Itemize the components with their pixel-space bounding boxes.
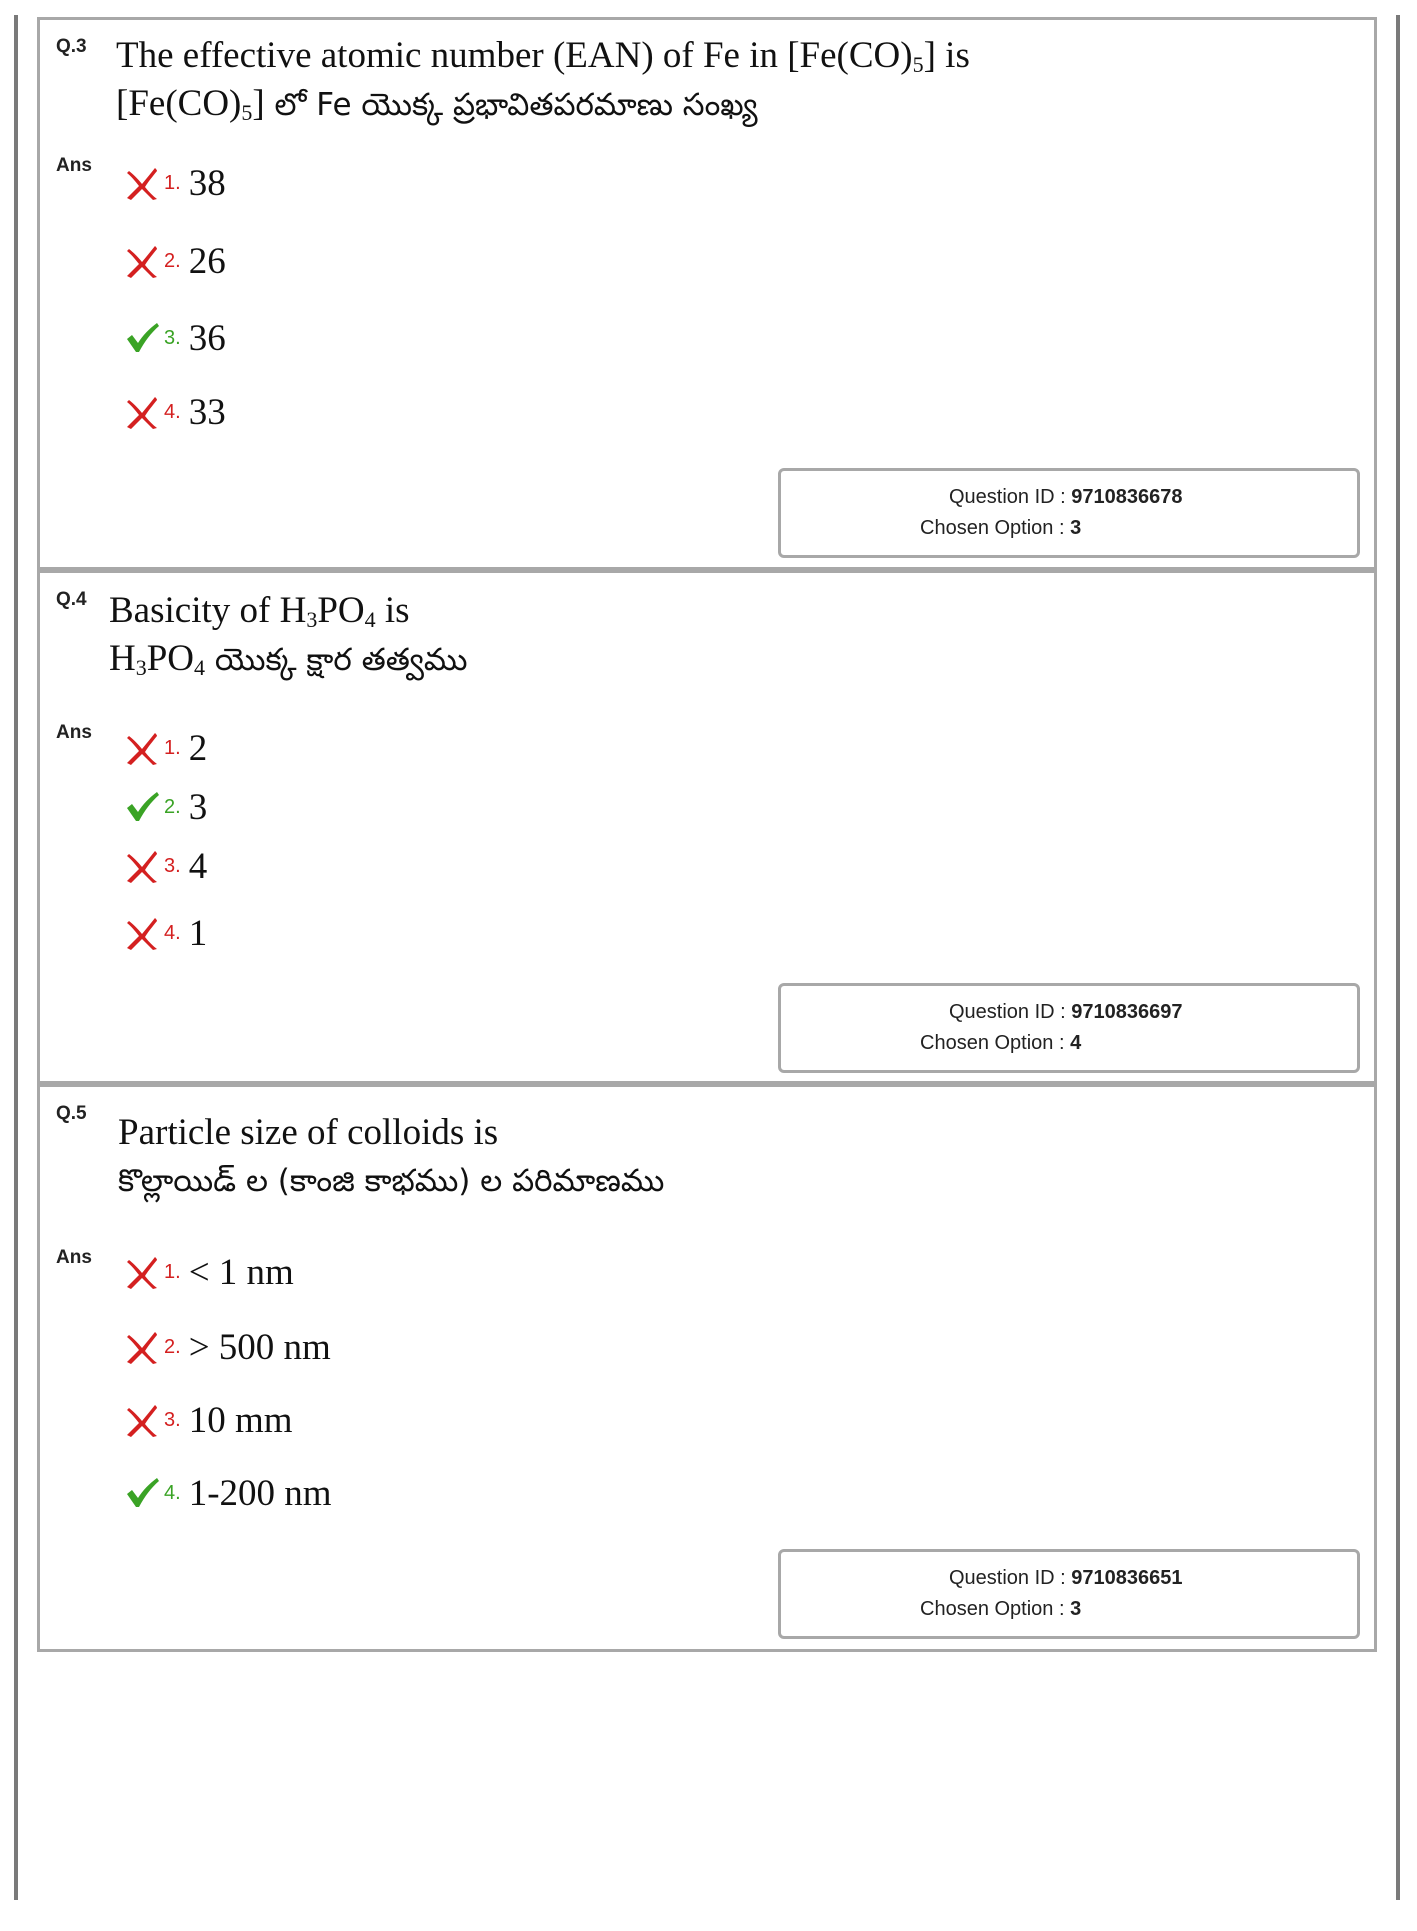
question-text	[116, 32, 970, 129]
cross-icon	[124, 1329, 160, 1365]
option-number: 4.	[164, 1481, 181, 1504]
cross-icon	[124, 1254, 160, 1290]
option-text: 38	[188, 162, 226, 204]
ans-label: Ans	[56, 155, 92, 176]
question-number: Q.5	[56, 1103, 87, 1124]
option-number: 2.	[164, 1335, 181, 1358]
question-text	[109, 587, 467, 684]
page-left-rule	[14, 15, 18, 1900]
cross-icon	[124, 243, 160, 279]
option-text: 26	[188, 240, 226, 282]
option-4	[124, 1471, 332, 1515]
question-block-q5	[37, 1084, 1377, 1652]
question-number: Q.4	[56, 589, 87, 610]
check-icon	[124, 320, 160, 356]
cross-icon	[124, 915, 160, 951]
check-icon	[124, 1475, 160, 1511]
option-number: 2.	[164, 249, 181, 272]
ans-label: Ans	[56, 722, 92, 743]
option-4	[124, 911, 207, 955]
option-number: 1.	[164, 1260, 181, 1283]
question-id: Question ID : 9710836697	[949, 1001, 1183, 1023]
option-text: 33	[188, 391, 226, 433]
option-text: > 500 nm	[188, 1326, 331, 1368]
question-text-te: $H_3PO_4$ యొక్క క్షార తత్వము	[109, 638, 468, 680]
chosen-option: Chosen Option : 4	[920, 1032, 1082, 1054]
option-text: 3	[188, 786, 208, 828]
option-number: 4.	[164, 400, 181, 423]
option-3	[124, 316, 226, 360]
question-text	[118, 1109, 664, 1205]
option-text: 2	[188, 727, 208, 769]
question-text-en: Particle size of colloids is	[118, 1112, 499, 1153]
ans-label: Ans	[56, 1247, 92, 1268]
question-id: Question ID : 9710836678	[949, 486, 1183, 508]
option-number: 4.	[164, 921, 181, 944]
option-number: 1.	[164, 736, 181, 759]
question-block-q3	[37, 17, 1377, 570]
option-1	[124, 161, 226, 205]
question-number: Q.3	[56, 36, 87, 57]
question-text-te: కొల్లాయిడ్ ల (కాంజి కాభము) ల పరిమాణము	[118, 1163, 665, 1199]
question-text-te: $[Fe(CO)_5]$ లో Fe యొక్క ప్రభావితపరమాణు సంఖ్య	[116, 83, 758, 125]
cross-icon	[124, 1402, 160, 1438]
question-text-en: Basicity of $H_3PO_4$ is	[109, 590, 410, 632]
option-number: 2.	[164, 795, 181, 818]
question-info-box	[778, 468, 1360, 558]
option-text: 1	[188, 912, 208, 954]
question-block-q4	[37, 570, 1377, 1084]
cross-icon	[124, 730, 160, 766]
chosen-option: Chosen Option : 3	[920, 517, 1082, 539]
option-number: 3.	[164, 854, 181, 877]
question-info-box	[778, 983, 1360, 1073]
question-id: Question ID : 9710836651	[949, 1567, 1183, 1589]
question-info-box	[778, 1549, 1360, 1639]
option-2	[124, 785, 207, 829]
option-text: 4	[188, 845, 208, 887]
cross-icon	[124, 848, 160, 884]
option-number: 1.	[164, 171, 181, 194]
option-1	[124, 726, 207, 770]
option-text: 10 mm	[188, 1399, 293, 1441]
option-text: 1-200 nm	[188, 1472, 332, 1514]
cross-icon	[124, 394, 160, 430]
check-icon	[124, 789, 160, 825]
chosen-option: Chosen Option : 3	[920, 1598, 1082, 1620]
option-4	[124, 390, 226, 434]
option-2	[124, 239, 226, 283]
option-text: 36	[188, 317, 226, 359]
option-number: 3.	[164, 326, 181, 349]
option-3	[124, 844, 207, 888]
option-text: < 1 nm	[188, 1251, 294, 1293]
option-number: 3.	[164, 1408, 181, 1431]
option-3	[124, 1398, 293, 1442]
cross-icon	[124, 165, 160, 201]
page-right-rule	[1396, 15, 1400, 1900]
option-1	[124, 1250, 294, 1294]
question-text-en: The effective atomic number (EAN) of Fe in $[Fe(CO)_5]$ is	[116, 35, 970, 77]
option-2	[124, 1325, 331, 1369]
